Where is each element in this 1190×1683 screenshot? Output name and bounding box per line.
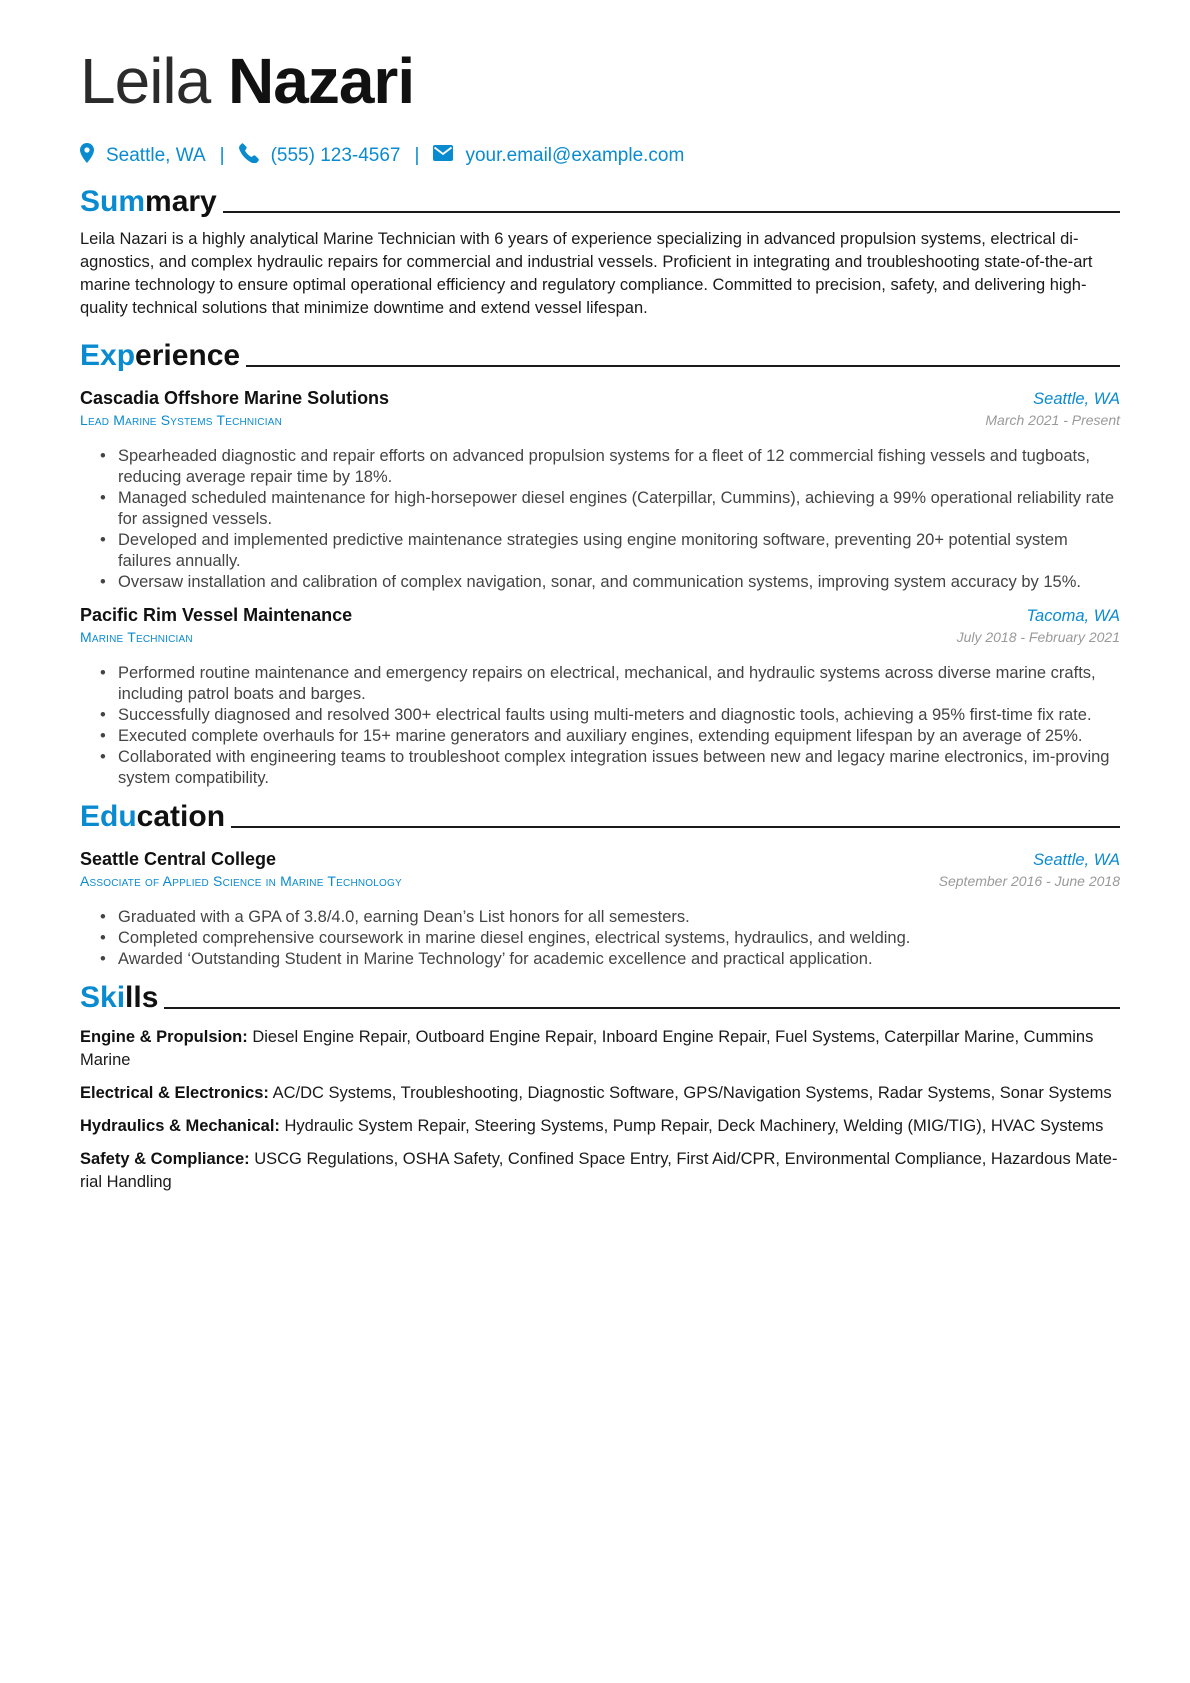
entry-location: Seattle, WA (1033, 851, 1120, 869)
section-divider (246, 365, 1120, 367)
section-header-skills (80, 976, 1120, 1016)
phone-text: (555) 123-4567 (270, 145, 401, 166)
phone-icon (239, 143, 259, 169)
section-title: Experience (80, 339, 241, 372)
skill-category: Engine & Propulsion: (80, 1028, 248, 1046)
contact-separator: | (219, 145, 225, 166)
contact-line (80, 140, 1120, 172)
bullet-list (80, 663, 1120, 789)
skill-category: Hydraulics & Mechanical: (80, 1117, 280, 1135)
entry-dates: September 2016 - June 2018 (938, 873, 1120, 889)
section-title: Summary (80, 185, 217, 218)
section-header-experience (80, 334, 1120, 374)
section-divider (223, 211, 1120, 213)
job-title: Marine Technician (80, 629, 193, 645)
skill-values: Hydraulic System Repair, Steering Systems, Pump Repair, Deck Machinery, Welding (MIG/TIG), HVAC Systems (279, 1117, 1104, 1135)
list-item: • Developed and implemented predictive maintenance strategies using engine monitoring software, preventing 20+ potential system failures annually. (118, 530, 1120, 572)
summary-text: Leila Nazari is a highly analytical Marine Technician with 6 years of experience specializing in advanced propulsion systems, electrical di-agnostics, and complex hydraulic repairs for commercial and industrial vessels. Proficient in integrating and troubleshooting state-of-the-art marine technology to ensure optimal operational efficiency and regulatory compliance. Committed to precision, safety, and delivering high-quality technical solutions that minimize downtime and extend vessel lifespan. (80, 230, 1093, 317)
list-item: • Graduated with a GPA of 3.8/4.0, earning Dean’s List honors for all semesters. (118, 907, 1120, 928)
contact-separator: | (414, 145, 420, 166)
entry-dates: March 2021 - Present (985, 412, 1120, 428)
resume-content (80, 40, 1120, 1194)
list-item: • Collaborated with engineering teams to troubleshoot complex integration issues between new and legacy marine electronics, im-proving system compatibility. (118, 747, 1120, 789)
entry-location: Seattle, WA (1033, 390, 1120, 408)
skill-values: AC/DC Systems, Troubleshooting, Diagnostic Software, GPS/Navigation Systems, Radar Systems, Sonar Systems (268, 1084, 1112, 1102)
experience-entry (80, 605, 1120, 789)
section-title: Skills (80, 981, 159, 1014)
employer-name: Cascadia Offshore Marine Solutions (80, 388, 390, 408)
skill-row (80, 1148, 1120, 1194)
section-divider (231, 826, 1120, 828)
skill-values: Diesel Engine Repair, Outboard Engine Repair, Inboard Engine Repair, Fuel Systems, Caterpillar Marine, Cummins Marine (80, 1028, 1094, 1069)
contact-phone[interactable] (239, 143, 401, 169)
bullet-list (80, 907, 1120, 970)
section-title: Education (80, 800, 226, 833)
list-item: • Spearheaded diagnostic and repair efforts on advanced propulsion systems for a fleet of 12 commercial fishing vessels and tugboats, reducing average repair time by 18%. (118, 446, 1120, 488)
email-text: your.email@example.com (465, 145, 685, 166)
entry-location: Tacoma, WA (1026, 607, 1120, 625)
contact-location (80, 143, 206, 169)
candidate-name (80, 40, 1120, 122)
section-divider (164, 1007, 1120, 1009)
list-item: • Managed scheduled maintenance for high-horsepower diesel engines (Caterpillar, Cummins), achieving a 99% operational reliability rate for assigned vessels. (118, 488, 1120, 530)
entry-dates: July 2018 - February 2021 (956, 629, 1120, 645)
skill-row (80, 1082, 1120, 1105)
skill-category: Electrical & Electronics: (80, 1084, 269, 1102)
list-item: • Successfully diagnosed and resolved 300+ electrical faults using multi-meters and diagnostic tools, achieving a 95% first-time fix rate. (118, 705, 1120, 726)
location-text: Seattle, WA (106, 145, 206, 166)
list-item: • Completed comprehensive coursework in marine diesel engines, electrical systems, hydraulics, and welding. (118, 928, 1120, 949)
education-entry (80, 849, 1120, 970)
section-header-summary (80, 180, 1120, 220)
bullet-list (80, 446, 1120, 593)
contact-email[interactable] (433, 145, 684, 167)
map-pin-icon (80, 143, 94, 169)
list-item: • Awarded ‘Outstanding Student in Marine Technology’ for academic excellence and practical application. (118, 949, 1120, 970)
skill-values: USCG Regulations, OSHA Safety, Confined Space Entry, First Aid/CPR, Environmental Compliance, Hazardous Mate-rial Handling (80, 1150, 1118, 1191)
skill-row (80, 1115, 1120, 1138)
skill-category: Safety & Compliance: (80, 1150, 250, 1168)
skill-row (80, 1026, 1120, 1072)
experience-entry (80, 388, 1120, 593)
degree-title: Associate of Applied Science in Marine Technology (80, 873, 402, 889)
envelope-icon (433, 145, 453, 167)
list-item: • Oversaw installation and calibration of complex navigation, sonar, and communication systems, improving system accuracy by 15%. (118, 572, 1120, 593)
section-header-education (80, 795, 1120, 835)
list-item: • Executed complete overhauls for 15+ marine generators and auxiliary engines, extending equipment lifespan by an average of 25%. (118, 726, 1120, 747)
school-name: Seattle Central College (80, 849, 277, 869)
list-item: • Performed routine maintenance and emergency repairs on electrical, mechanical, and hydraulic systems across diverse marine crafts, including patrol boats and barges. (118, 663, 1120, 705)
job-title: Lead Marine Systems Technician (80, 412, 282, 428)
employer-name: Pacific Rim Vessel Maintenance (80, 605, 353, 625)
last-name: Nazari (228, 45, 415, 117)
first-name: Leila (80, 45, 211, 117)
